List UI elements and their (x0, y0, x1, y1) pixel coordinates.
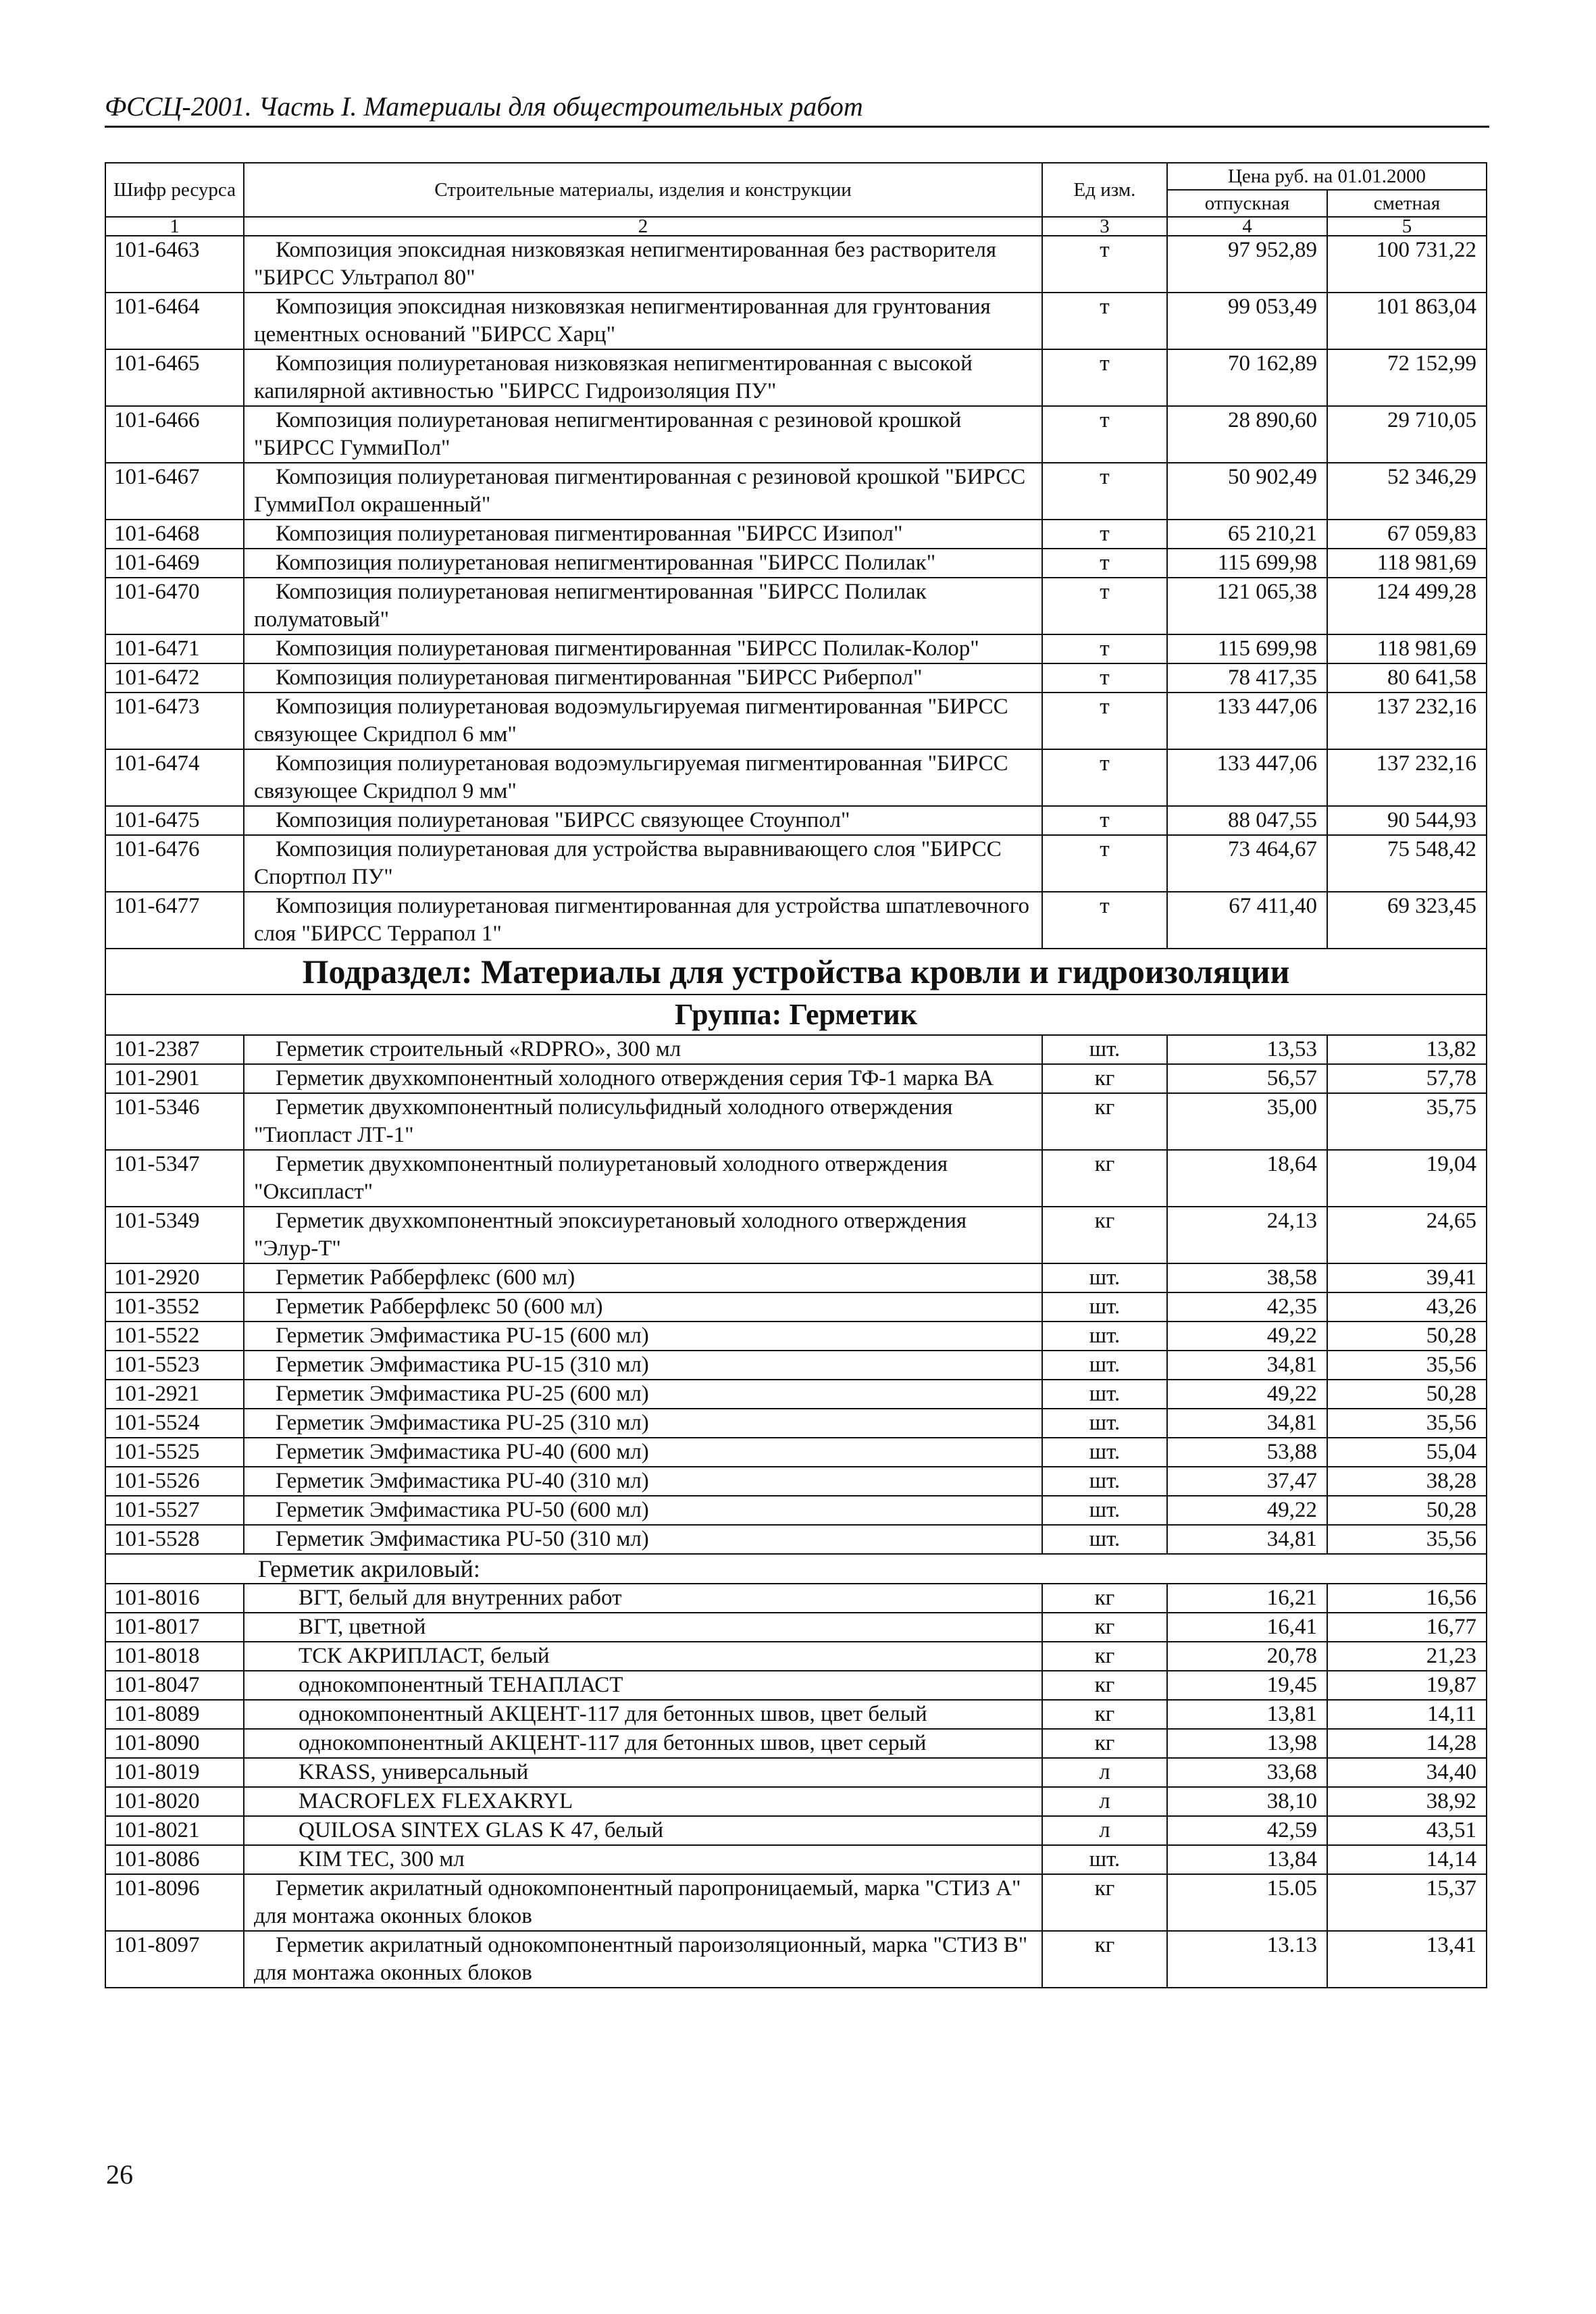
code-cell: 101-8086 (105, 1845, 244, 1874)
code-cell: 101-5346 (105, 1093, 244, 1150)
code-cell: 101-8018 (105, 1642, 244, 1671)
code-cell: 101-6464 (105, 293, 244, 349)
release-price-cell: 13,81 (1167, 1700, 1327, 1729)
code-cell: 101-6473 (105, 693, 244, 749)
code-cell: 101-6468 (105, 520, 244, 549)
code-cell: 101-5347 (105, 1150, 244, 1207)
table-row (105, 1700, 1487, 1729)
estimate-price-cell: 43,51 (1327, 1816, 1487, 1845)
release-price-cell: 42,59 (1167, 1816, 1327, 1845)
table-row (105, 236, 1487, 293)
name-cell: Герметик акрилатный однокомпонентный пароизоляционный, марка "СТИЗ В" для монтажа оконных блоков (244, 1931, 1042, 1988)
release-price-cell: 65 210,21 (1167, 520, 1327, 549)
table-row (105, 1613, 1487, 1642)
estimate-price-cell: 29 710,05 (1327, 406, 1487, 463)
name-cell: Композиция полиуретановая низковязкая непигментированная с высокой капилярной активностью "БИРСС Гидроизоляция ПУ" (244, 349, 1042, 406)
page-header: ФССЦ-2001. Часть I. Материалы для общестроительных работ (105, 91, 863, 122)
unit-cell: т (1042, 693, 1167, 749)
code-cell: 101-8090 (105, 1729, 244, 1758)
table-row (105, 1150, 1487, 1207)
group-title: Группа: Герметик (105, 995, 1487, 1035)
table-row (105, 1758, 1487, 1787)
table-row (105, 1322, 1487, 1351)
unit-cell: л (1042, 1787, 1167, 1816)
estimate-price-cell: 38,28 (1327, 1467, 1487, 1496)
name-cell: KIM TEC, 300 мл (244, 1845, 1042, 1874)
estimate-price-cell: 15,37 (1327, 1874, 1487, 1931)
name-cell: Герметик двухкомпонентный эпоксиуретановый холодного отверждения "Элур-Т" (244, 1207, 1042, 1263)
estimate-price-cell: 57,78 (1327, 1064, 1487, 1093)
name-cell: Композиция полиуретановая пигментированная "БИРСС Риберпол" (244, 663, 1042, 693)
table-row (105, 1380, 1487, 1409)
code-cell: 101-5523 (105, 1351, 244, 1380)
code-cell: 101-6465 (105, 349, 244, 406)
table-row (105, 1093, 1487, 1150)
unit-cell: шт. (1042, 1263, 1167, 1292)
code-cell: 101-5349 (105, 1207, 244, 1263)
name-cell: Герметик Эмфимастика PU-25 (600 мл) (244, 1380, 1042, 1409)
unit-cell: кг (1042, 1064, 1167, 1093)
table-row (105, 1351, 1487, 1380)
column-number: 3 (1042, 217, 1167, 236)
table-row (105, 1292, 1487, 1322)
table-row (105, 406, 1487, 463)
unit-cell: т (1042, 835, 1167, 892)
estimate-price-cell: 13,82 (1327, 1035, 1487, 1064)
price-table (105, 162, 1487, 1988)
unit-cell: шт. (1042, 1409, 1167, 1438)
code-cell: 101-8019 (105, 1758, 244, 1787)
table-row (105, 1845, 1487, 1874)
unit-cell: кг (1042, 1671, 1167, 1700)
estimate-price-cell: 50,28 (1327, 1380, 1487, 1409)
header-unit: Ед изм. (1042, 163, 1167, 217)
table-row (105, 520, 1487, 549)
estimate-price-cell: 21,23 (1327, 1642, 1487, 1671)
table-row (105, 549, 1487, 578)
code-cell: 101-6463 (105, 236, 244, 293)
estimate-price-cell: 19,87 (1327, 1671, 1487, 1700)
header-rule (105, 126, 1489, 128)
release-price-cell: 99 053,49 (1167, 293, 1327, 349)
estimate-price-cell: 35,56 (1327, 1409, 1487, 1438)
header-estimate: сметная (1327, 190, 1487, 217)
table-row (105, 806, 1487, 835)
unit-cell: шт. (1042, 1322, 1167, 1351)
estimate-price-cell: 80 641,58 (1327, 663, 1487, 693)
name-cell: Герметик Эмфимастика PU-15 (600 мл) (244, 1322, 1042, 1351)
table-row (105, 1496, 1487, 1525)
code-cell: 101-2387 (105, 1035, 244, 1064)
code-cell: 101-8016 (105, 1584, 244, 1613)
table-row (105, 1263, 1487, 1292)
release-price-cell: 13,53 (1167, 1035, 1327, 1064)
name-cell: KRASS, универсальный (244, 1758, 1042, 1787)
subgroup-title: Герметик акриловый: (105, 1554, 1487, 1584)
code-cell: 101-5522 (105, 1322, 244, 1351)
unit-cell: т (1042, 520, 1167, 549)
estimate-price-cell: 14,11 (1327, 1700, 1487, 1729)
release-price-cell: 13,98 (1167, 1729, 1327, 1758)
header-release: отпускная (1167, 190, 1327, 217)
name-cell: Композиция эпоксидная низковязкая непигментированная без растворителя "БИРСС Ультрапол 80" (244, 236, 1042, 293)
estimate-price-cell: 137 232,16 (1327, 693, 1487, 749)
unit-cell: т (1042, 892, 1167, 949)
name-cell: ВГТ, цветной (244, 1613, 1042, 1642)
code-cell: 101-5525 (105, 1438, 244, 1467)
table-row (105, 693, 1487, 749)
release-price-cell: 115 699,98 (1167, 549, 1327, 578)
subsection (105, 949, 1487, 1035)
table-row (105, 892, 1487, 949)
unit-cell: шт. (1042, 1035, 1167, 1064)
name-cell: Герметик Эмфимастика PU-50 (600 мл) (244, 1496, 1042, 1525)
code-cell: 101-6475 (105, 806, 244, 835)
unit-cell: шт. (1042, 1845, 1167, 1874)
release-price-cell: 13,84 (1167, 1845, 1327, 1874)
release-price-cell: 34,81 (1167, 1525, 1327, 1554)
release-price-cell: 13.13 (1167, 1931, 1327, 1988)
table-row (105, 663, 1487, 693)
code-cell: 101-6469 (105, 549, 244, 578)
code-cell: 101-6466 (105, 406, 244, 463)
code-cell: 101-6467 (105, 463, 244, 520)
release-price-cell: 133 447,06 (1167, 693, 1327, 749)
release-price-cell: 38,10 (1167, 1787, 1327, 1816)
name-cell: Композиция полиуретановая непигментированная "БИРСС Полилак полуматовый" (244, 578, 1042, 634)
estimate-price-cell: 39,41 (1327, 1263, 1487, 1292)
column-number: 2 (244, 217, 1042, 236)
release-price-cell: 33,68 (1167, 1758, 1327, 1787)
release-price-cell: 97 952,89 (1167, 236, 1327, 293)
unit-cell: кг (1042, 1584, 1167, 1613)
page-number: 26 (106, 2159, 133, 2190)
release-price-cell: 16,21 (1167, 1584, 1327, 1613)
estimate-price-cell: 35,56 (1327, 1351, 1487, 1380)
unit-cell: кг (1042, 1207, 1167, 1263)
name-cell: Герметик двухкомпонентный полиуретановый холодного отверждения "Оксипласт" (244, 1150, 1042, 1207)
release-price-cell: 121 065,38 (1167, 578, 1327, 634)
name-cell: Герметик Эмфимастика PU-15 (310 мл) (244, 1351, 1042, 1380)
name-cell: Герметик двухкомпонентный полисульфидный холодного отверждения "Тиопласт ЛТ-1" (244, 1093, 1042, 1150)
unit-cell: шт. (1042, 1292, 1167, 1322)
name-cell: Композиция полиуретановая пигментированная с резиновой крошкой "БИРСС ГуммиПол окрашенный" (244, 463, 1042, 520)
release-price-cell: 49,22 (1167, 1496, 1327, 1525)
code-cell: 101-6471 (105, 634, 244, 663)
unit-cell: т (1042, 293, 1167, 349)
unit-cell: т (1042, 549, 1167, 578)
estimate-price-cell: 50,28 (1327, 1322, 1487, 1351)
name-cell: однокомпонентный АКЦЕНТ-117 для бетонных швов, цвет белый (244, 1700, 1042, 1729)
unit-cell: л (1042, 1758, 1167, 1787)
unit-cell: т (1042, 634, 1167, 663)
name-cell: Герметик Эмфимастика PU-25 (310 мл) (244, 1409, 1042, 1438)
rows-group (105, 1035, 1487, 1554)
name-cell: Герметик двухкомпонентный холодного отверждения серия ТФ-1 марка ВА (244, 1064, 1042, 1093)
code-cell: 101-2901 (105, 1064, 244, 1093)
estimate-price-cell: 14,28 (1327, 1729, 1487, 1758)
table-row (105, 1874, 1487, 1931)
release-price-cell: 28 890,60 (1167, 406, 1327, 463)
table-row (105, 1642, 1487, 1671)
name-cell: ВГТ, белый для внутренних работ (244, 1584, 1042, 1613)
unit-cell: шт. (1042, 1467, 1167, 1496)
release-price-cell: 56,57 (1167, 1064, 1327, 1093)
table-row (105, 1787, 1487, 1816)
release-price-cell: 78 417,35 (1167, 663, 1327, 693)
code-cell: 101-2921 (105, 1380, 244, 1409)
code-cell: 101-5527 (105, 1496, 244, 1525)
unit-cell: кг (1042, 1150, 1167, 1207)
estimate-price-cell: 34,40 (1327, 1758, 1487, 1787)
code-cell: 101-8089 (105, 1700, 244, 1729)
unit-cell: кг (1042, 1093, 1167, 1150)
name-cell: Герметик строительный «RDPRO», 300 мл (244, 1035, 1042, 1064)
name-cell: Герметик акрилатный однокомпонентный паропроницаемый, марка "СТИЗ А" для монтажа оконных блоков (244, 1874, 1042, 1931)
estimate-price-cell: 24,65 (1327, 1207, 1487, 1263)
unit-cell: т (1042, 236, 1167, 293)
unit-cell: шт. (1042, 1525, 1167, 1554)
name-cell: Герметик Эмфимастика PU-50 (310 мл) (244, 1525, 1042, 1554)
table-row (105, 463, 1487, 520)
unit-cell: т (1042, 749, 1167, 806)
header-price: Цена руб. на 01.01.2000 (1167, 163, 1487, 190)
name-cell: однокомпонентный АКЦЕНТ-117 для бетонных швов, цвет серый (244, 1729, 1042, 1758)
estimate-price-cell: 75 548,42 (1327, 835, 1487, 892)
unit-cell: т (1042, 806, 1167, 835)
estimate-price-cell: 101 863,04 (1327, 293, 1487, 349)
estimate-price-cell: 13,41 (1327, 1931, 1487, 1988)
estimate-price-cell: 16,56 (1327, 1584, 1487, 1613)
code-cell: 101-5524 (105, 1409, 244, 1438)
estimate-price-cell: 90 544,93 (1327, 806, 1487, 835)
name-cell: Герметик Рабберфлекс (600 мл) (244, 1263, 1042, 1292)
table-row (105, 1438, 1487, 1467)
name-cell: Композиция полиуретановая для устройства выравнивающего слоя "БИРСС Спортпол ПУ" (244, 835, 1042, 892)
unit-cell: т (1042, 406, 1167, 463)
code-cell: 101-3552 (105, 1292, 244, 1322)
unit-cell: шт. (1042, 1351, 1167, 1380)
table-row (105, 349, 1487, 406)
header-name: Строительные материалы, изделия и конструкции (244, 163, 1042, 217)
estimate-price-cell: 52 346,29 (1327, 463, 1487, 520)
name-cell: Композиция полиуретановая пигментированная "БИРСС Изипол" (244, 520, 1042, 549)
estimate-price-cell: 43,26 (1327, 1292, 1487, 1322)
code-cell: 101-8017 (105, 1613, 244, 1642)
release-price-cell: 50 902,49 (1167, 463, 1327, 520)
estimate-price-cell: 69 323,45 (1327, 892, 1487, 949)
release-price-cell: 88 047,55 (1167, 806, 1327, 835)
rows-acrylic (105, 1584, 1487, 1988)
release-price-cell: 20,78 (1167, 1642, 1327, 1671)
name-cell: Герметик Рабберфлекс 50 (600 мл) (244, 1292, 1042, 1322)
header-code: Шифр ресурса (105, 163, 244, 217)
name-cell: ТСК АКРИПЛАСТ, белый (244, 1642, 1042, 1671)
estimate-price-cell: 72 152,99 (1327, 349, 1487, 406)
code-cell: 101-6477 (105, 892, 244, 949)
estimate-price-cell: 35,75 (1327, 1093, 1487, 1150)
unit-cell: шт. (1042, 1380, 1167, 1409)
estimate-price-cell: 35,56 (1327, 1525, 1487, 1554)
code-cell: 101-5528 (105, 1525, 244, 1554)
code-cell: 101-6472 (105, 663, 244, 693)
table-row (105, 1671, 1487, 1700)
code-cell: 101-5526 (105, 1467, 244, 1496)
release-price-cell: 67 411,40 (1167, 892, 1327, 949)
name-cell: однокомпонентный ТЕНАПЛАСТ (244, 1671, 1042, 1700)
estimate-price-cell: 137 232,16 (1327, 749, 1487, 806)
name-cell: MACROFLEX FLEXAKRYL (244, 1787, 1042, 1816)
estimate-price-cell: 124 499,28 (1327, 578, 1487, 634)
unit-cell: кг (1042, 1931, 1167, 1988)
release-price-cell: 35,00 (1167, 1093, 1327, 1150)
estimate-price-cell: 50,28 (1327, 1496, 1487, 1525)
release-price-cell: 49,22 (1167, 1322, 1327, 1351)
name-cell: Композиция полиуретановая водоэмульгируемая пигментированная "БИРСС связующее Скридпол 9 мм" (244, 749, 1042, 806)
table-row (105, 1816, 1487, 1845)
code-cell: 101-8021 (105, 1816, 244, 1845)
table-row (105, 1931, 1487, 1988)
release-price-cell: 73 464,67 (1167, 835, 1327, 892)
rows-top (105, 236, 1487, 949)
estimate-price-cell: 118 981,69 (1327, 549, 1487, 578)
unit-cell: т (1042, 578, 1167, 634)
unit-cell: т (1042, 349, 1167, 406)
estimate-price-cell: 55,04 (1327, 1438, 1487, 1467)
estimate-price-cell: 118 981,69 (1327, 634, 1487, 663)
unit-cell: кг (1042, 1613, 1167, 1642)
release-price-cell: 115 699,98 (1167, 634, 1327, 663)
code-cell: 101-8020 (105, 1787, 244, 1816)
unit-cell: кг (1042, 1700, 1167, 1729)
estimate-price-cell: 19,04 (1327, 1150, 1487, 1207)
unit-cell: шт. (1042, 1496, 1167, 1525)
table-row (105, 1064, 1487, 1093)
name-cell: Композиция полиуретановая водоэмульгируемая пигментированная "БИРСС связующее Скридпол 6 мм" (244, 693, 1042, 749)
table-row (105, 1729, 1487, 1758)
code-cell: 101-2920 (105, 1263, 244, 1292)
name-cell: Композиция эпоксидная низковязкая непигментированная для грунтования цементных оснований "БИРСС Харц" (244, 293, 1042, 349)
column-number: 4 (1167, 217, 1327, 236)
subsection-title: Подраздел: Материалы для устройства кровли и гидроизоляции (105, 949, 1487, 995)
code-cell: 101-6474 (105, 749, 244, 806)
code-cell: 101-6476 (105, 835, 244, 892)
estimate-price-cell: 16,77 (1327, 1613, 1487, 1642)
table-row (105, 1467, 1487, 1496)
estimate-price-cell: 14,14 (1327, 1845, 1487, 1874)
release-price-cell: 16,41 (1167, 1613, 1327, 1642)
code-cell: 101-8096 (105, 1874, 244, 1931)
table-row (105, 1035, 1487, 1064)
name-cell: Композиция полиуретановая непигментированная с резиновой крошкой "БИРСС ГуммиПол" (244, 406, 1042, 463)
release-price-cell: 37,47 (1167, 1467, 1327, 1496)
unit-cell: шт. (1042, 1438, 1167, 1467)
name-cell: QUILOSA SINTEX GLAS K 47, белый (244, 1816, 1042, 1845)
table-row (105, 634, 1487, 663)
name-cell: Герметик Эмфимастика PU-40 (310 мл) (244, 1467, 1042, 1496)
unit-cell: кг (1042, 1642, 1167, 1671)
subgroup (105, 1554, 1487, 1584)
release-price-cell: 19,45 (1167, 1671, 1327, 1700)
table-row (105, 1409, 1487, 1438)
table-row (105, 835, 1487, 892)
release-price-cell: 49,22 (1167, 1380, 1327, 1409)
table-row (105, 293, 1487, 349)
name-cell: Композиция полиуретановая пигментированная "БИРСС Полилак-Колор" (244, 634, 1042, 663)
unit-cell: т (1042, 663, 1167, 693)
unit-cell: л (1042, 1816, 1167, 1845)
unit-cell: кг (1042, 1874, 1167, 1931)
unit-cell: т (1042, 463, 1167, 520)
release-price-cell: 24,13 (1167, 1207, 1327, 1263)
release-price-cell: 42,35 (1167, 1292, 1327, 1322)
release-price-cell: 15.05 (1167, 1874, 1327, 1931)
release-price-cell: 38,58 (1167, 1263, 1327, 1292)
name-cell: Композиция полиуретановая непигментированная "БИРСС Полилак" (244, 549, 1042, 578)
estimate-price-cell: 67 059,83 (1327, 520, 1487, 549)
estimate-price-cell: 100 731,22 (1327, 236, 1487, 293)
table-row (105, 749, 1487, 806)
name-cell: Композиция полиуретановая "БИРСС связующее Стоунпол" (244, 806, 1042, 835)
release-price-cell: 133 447,06 (1167, 749, 1327, 806)
code-cell: 101-6470 (105, 578, 244, 634)
code-cell: 101-8047 (105, 1671, 244, 1700)
table-row (105, 1525, 1487, 1554)
code-cell: 101-8097 (105, 1931, 244, 1988)
name-cell: Герметик Эмфимастика PU-40 (600 мл) (244, 1438, 1042, 1467)
table-row (105, 1584, 1487, 1613)
release-price-cell: 53,88 (1167, 1438, 1327, 1467)
name-cell: Композиция полиуретановая пигментированная для устройства шпатлевочного слоя "БИРСС Террапол 1" (244, 892, 1042, 949)
release-price-cell: 34,81 (1167, 1409, 1327, 1438)
release-price-cell: 18,64 (1167, 1150, 1327, 1207)
unit-cell: кг (1042, 1729, 1167, 1758)
release-price-cell: 34,81 (1167, 1351, 1327, 1380)
release-price-cell: 70 162,89 (1167, 349, 1327, 406)
column-number: 1 (105, 217, 244, 236)
column-number: 5 (1327, 217, 1487, 236)
table-row (105, 578, 1487, 634)
table-row (105, 1207, 1487, 1263)
estimate-price-cell: 38,92 (1327, 1787, 1487, 1816)
